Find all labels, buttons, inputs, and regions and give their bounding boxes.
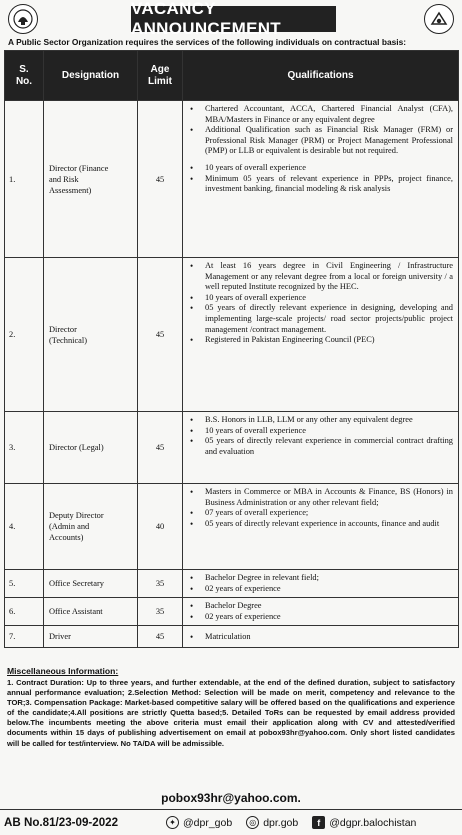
qualification-item: • 05 years of directly relevant experience in commercial contract drafting and evaluation (187, 436, 453, 457)
intro-text: A Public Sector Organization requires the services of the following individuals on contractual basis: (8, 37, 407, 47)
row-designation: Deputy Director (Admin and Accounts) (44, 484, 138, 570)
row-age: 45 (138, 258, 183, 412)
table-row (5, 258, 459, 412)
row-designation: Office Assistant (44, 598, 138, 626)
row-number: 1. (5, 101, 44, 258)
row-number: 2. (5, 258, 44, 412)
qualification-item: • Chartered Accountant, ACCA, Chartered Financial Analyst (CFA), MBA/Masters in Finance or any equivalent degree (187, 104, 453, 125)
row-designation: Director (Finance and Risk Assessment) (44, 101, 138, 258)
table-row (5, 484, 459, 570)
twitter-handle[interactable]: @dpr_gob (183, 816, 233, 829)
row-qualifications (183, 412, 459, 484)
qualification-item: • 05 years of directly relevant experience in designing, developing and implementing large-scale projects/ road sector projects/public project management /contract management. (187, 303, 453, 335)
qualification-item: • Registered in Pakistan Engineering Council (PEC) (187, 335, 453, 346)
qualification-item: • Bachelor Degree in relevant field; (187, 573, 453, 584)
row-designation: Director (Technical) (44, 258, 138, 412)
misc-paragraph: 1. Contract Duration: Up to three years, and further extendable, at the end of the defined duration, subject to satisfactory annual performance evaluation; 2.Selection Method: Selection will be made on merit, competency and relevance to the TOR;3. Compensation Package: Market-based competitive salary will be offered based on the qualifications and experience of the candidate;4.All positions are strictly Quetta based;5. Detailed ToRs can be requested by email address provided below.The incumbents meeting the above criteria must email their application along with CV and attested/verified documents within 15 days of publishing advertisement on email at pobox93hr@yahoo.com. Only short listed candidates will be called for test/interview. No TA/DA will be admissible. (7, 678, 455, 748)
page-title: VACANCY ANNOUNCEMENT (131, 6, 336, 32)
header-designation: Designation (44, 51, 138, 101)
qualification-item: • Masters in Commerce or MBA in Accounts & Finance, BS (Honors) in Business Administration or any other relevant field; (187, 487, 453, 508)
qualification-item: • 02 years of experience (187, 612, 453, 623)
header-qualifications: Qualifications (183, 51, 459, 101)
row-number: 5. (5, 570, 44, 598)
table-header-row (5, 51, 459, 101)
qualification-item: • 10 years of overall experience (187, 293, 453, 304)
row-designation: Driver (44, 626, 138, 648)
qualification-item: • 07 years of overall experience; (187, 508, 453, 519)
twitter-icon: ✦ (166, 816, 179, 829)
contact-email[interactable]: pobox93hr@yahoo.com. (161, 791, 301, 805)
table-row (5, 570, 459, 598)
qualification-item: • 10 years of overall experience (187, 163, 453, 174)
qualification-item: • 05 years of directly relevant experience in accounts, finance and audit (187, 519, 453, 530)
header-sno: S. No. (5, 51, 44, 101)
row-number: 3. (5, 412, 44, 484)
dpr-logo-icon (424, 4, 454, 34)
row-age: 45 (138, 626, 183, 648)
instagram-icon: ◎ (246, 816, 259, 829)
facebook-handle[interactable]: @dgpr.balochistan (329, 816, 417, 829)
qualification-item: • 10 years of overall experience (187, 426, 453, 437)
row-qualifications (183, 626, 459, 648)
qualification-item: • Minimum 05 years of relevant experience in PPPs, project finance, investment banking, financial modeling & risk analysis (187, 174, 453, 195)
footer (0, 809, 462, 835)
header-age-limit: Age Limit (138, 51, 183, 101)
row-number: 6. (5, 598, 44, 626)
row-qualifications (183, 570, 459, 598)
table-row (5, 598, 459, 626)
ab-number: AB No.81/23-09-2022 (4, 816, 119, 829)
table-row (5, 626, 459, 648)
row-age: 45 (138, 412, 183, 484)
govt-emblem-icon (8, 4, 38, 34)
qualification-item: • B.S. Honors in LLB, LLM or any other any equivalent degree (187, 415, 453, 426)
social-links (166, 816, 416, 829)
row-designation: Office Secretary (44, 570, 138, 598)
row-number: 4. (5, 484, 44, 570)
vacancy-table (4, 50, 459, 648)
facebook-icon: f (312, 816, 325, 829)
qualification-item: • At least 16 years degree in Civil Engineering / Infrastructure Management or any relevant degree from a local or foreign university / a well reputed Institute recognized by the HEC. (187, 261, 453, 293)
misc-heading: Miscellaneous Information: (7, 666, 119, 676)
instagram-handle[interactable]: dpr.gob (263, 816, 299, 829)
row-qualifications (183, 598, 459, 626)
row-qualifications (183, 484, 459, 570)
row-age: 45 (138, 101, 183, 258)
qualification-item: • Matriculation (187, 632, 453, 643)
header (0, 0, 462, 52)
row-age: 35 (138, 570, 183, 598)
row-qualifications (183, 101, 459, 258)
row-age: 35 (138, 598, 183, 626)
row-number: 7. (5, 626, 44, 648)
row-qualifications (183, 258, 459, 412)
row-designation: Director (Legal) (44, 412, 138, 484)
qualification-item: • Additional Qualification such as Financial Risk Manager (FRM) or Professional Risk Manager (PRM) or Project Management Professional (PMP) or LLB or equivalent is desirable but not required. (187, 125, 453, 157)
qualification-item: • 02 years of experience (187, 584, 453, 595)
qualification-item: • Bachelor Degree (187, 601, 453, 612)
table-row (5, 101, 459, 258)
row-age: 40 (138, 484, 183, 570)
table-row (5, 412, 459, 484)
